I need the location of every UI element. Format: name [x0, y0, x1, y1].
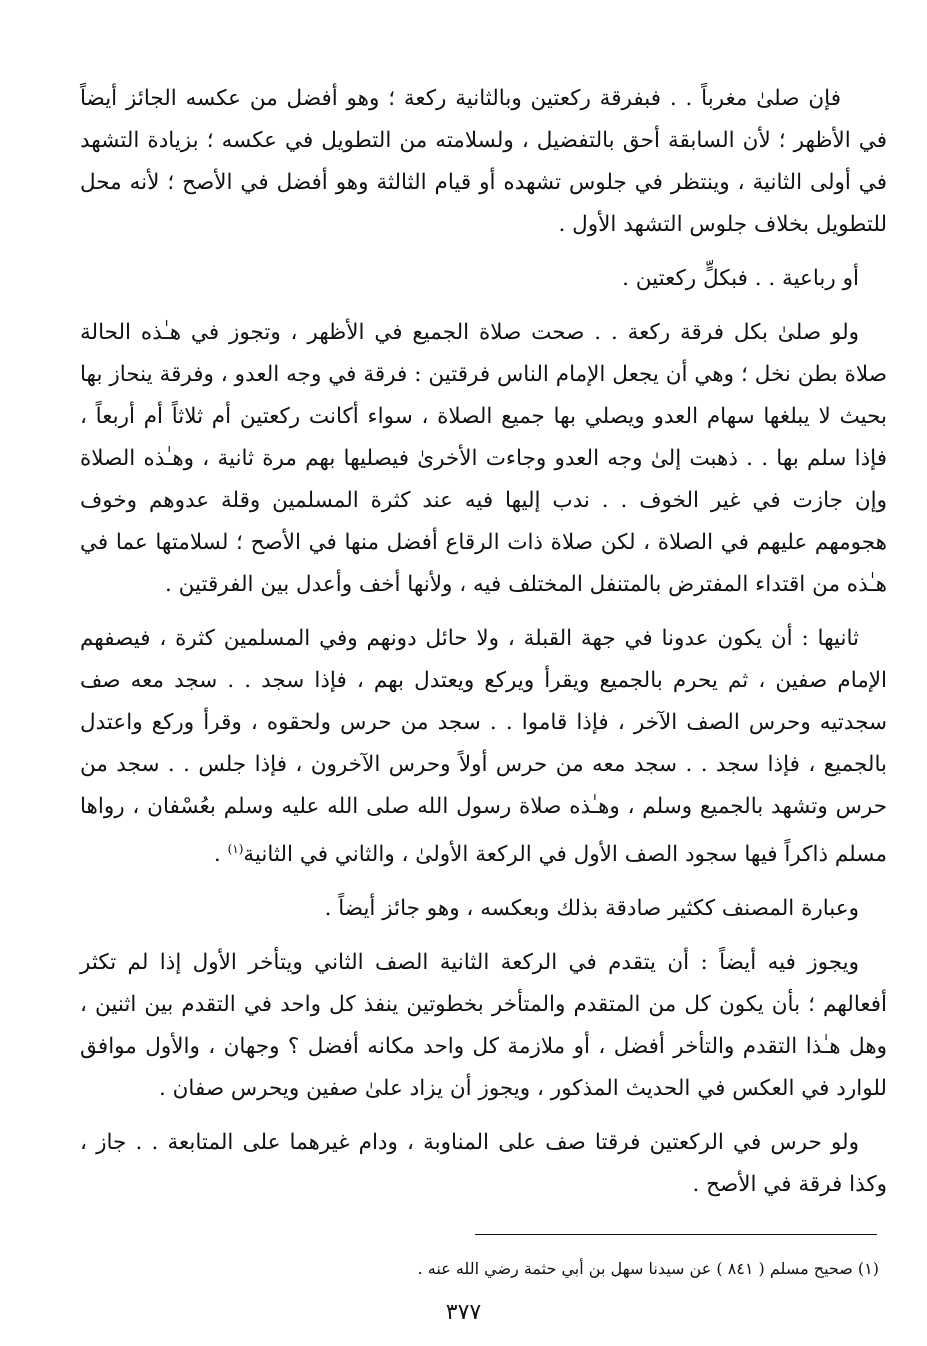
paragraph-2: أو رباعية . . فبكلٍّ ركعتين . [622, 266, 859, 291]
paragraph-5: وعبارة المصنف ككثير صادقة بذلك وبعكسه ، وهو جائز أيضاً . [324, 896, 859, 922]
paragraph-7: ولو حرس في الركعتين فرقتا صف على المناوبة ، ودام غيرهما على المتابعة . . جاز ، وكذا فرقة في الأصح . [80, 1130, 887, 1198]
paragraph-4-text: ثانيها : أن يكون عدونا في جهة القبلة ، ولا حائل دونهم وفي المسلمين كثرة ، فيصفهم الإمام صفين ، ثم يحرم بالجميع ويقرأ ويركع ويعتدل بهم ، فإذا سجد . . سجد معه صف سجدتيه وحرس الصف الآخر ، فإذا قاموا . . سجد من حرس ولحقوه ، وقرأ وركع واعتدل بالجميع ، فإذا سجد . . سجد معه من حرس أولاً وحرس الآخرون ، فإذا جلس . . سجد من حرس وتشهد بالجميع وسلم ، وهـٰذه صلاة رسول الله صلى الله عليه وسلم بعُسْفان ، رواها مسلم ذاكراً فيها سجود الصف الأول في الركعة الأولىٰ ، والثاني في الثانية [80, 626, 887, 868]
footnote-mark: (١) [227, 842, 244, 856]
paragraph-6: ويجوز فيه أيضاً : أن يتقدم في الركعة الثانية الصف الثاني ويتأخر الأول إذا لم تكثر أفعالهم ؛ بأن يكون كل من المتقدم والمتأخر بخطوتين ينفذ كل واحد في التقدم بين اثنين ، وهل هـٰذا التقدم والتأخر أفضل ، أو ملازمة كل واحد مكانه أفضل ؟ وجهان ، والأول موافق للوارد في العكس في الحديث المذكور ، ويجوز أن يزاد علىٰ صفين ويحرس صفان . [80, 950, 887, 1102]
footnote-divider [475, 1234, 877, 1235]
main-text [80, 78, 887, 1218]
footnote: (١) صحيح مسلم ( ٨٤١ ) عن سيدنا سهل بن أبي حثمة رضي الله عنه . [417, 1259, 879, 1278]
paragraph-4-end: . [213, 842, 228, 868]
paragraph-4 [80, 618, 887, 876]
page-number: ٣٧٧ [445, 1300, 482, 1325]
paragraph-1: فإن صلىٰ مغرباً . . فبفرقة ركعتين وبالثانية ركعة ؛ وهو أفضل من عكسه الجائز أيضاً في الأظهر ؛ لأن السابقة أحق بالتفضيل ، ولسلامته من التطويل في عكسه ؛ بزيادة التشهد في أولى الثانية ، وينتظر في جلوس تشهده أو قيام الثالثة وهو أفضل في الأصح ؛ لأنه محل للتطويل بخلاف جلوس التشهد الأول . [80, 86, 888, 237]
paragraph-3: ولو صلىٰ بكل فرقة ركعة . . صحت صلاة الجميع في الأظهر ، وتجوز في هـٰذه الحالة صلاة بطن نخل ؛ وهي أن يجعل الإمام الناس فرقتين : فرقة في وجه العدو ، وفرقة ينحاز بها بحيث لا يبلغها سهام العدو ويصلي بها جميع الصلاة ، سواء أكانت ركعتين أم ثلاثاً أم أربعاً ، فإذا سلم بها . . ذهبت إلىٰ وجه العدو وجاءت الأخرىٰ فيصليها بهم مرة ثانية ، وهـٰذه الصلاة وإن جازت في غير الخوف . . ندب إليها فيه عند كثرة المسلمين وقلة عدوهم وخوف هجومهم عليهم في الصلاة ، لكن صلاة ذات الرقاع أفضل منها في الأصح ؛ لسلامتها عما في هـٰذه من اقتداء المفترض بالمتنفل المختلف فيه ، ولأنها أخف وأعدل بين الفرقتين . [80, 320, 887, 597]
